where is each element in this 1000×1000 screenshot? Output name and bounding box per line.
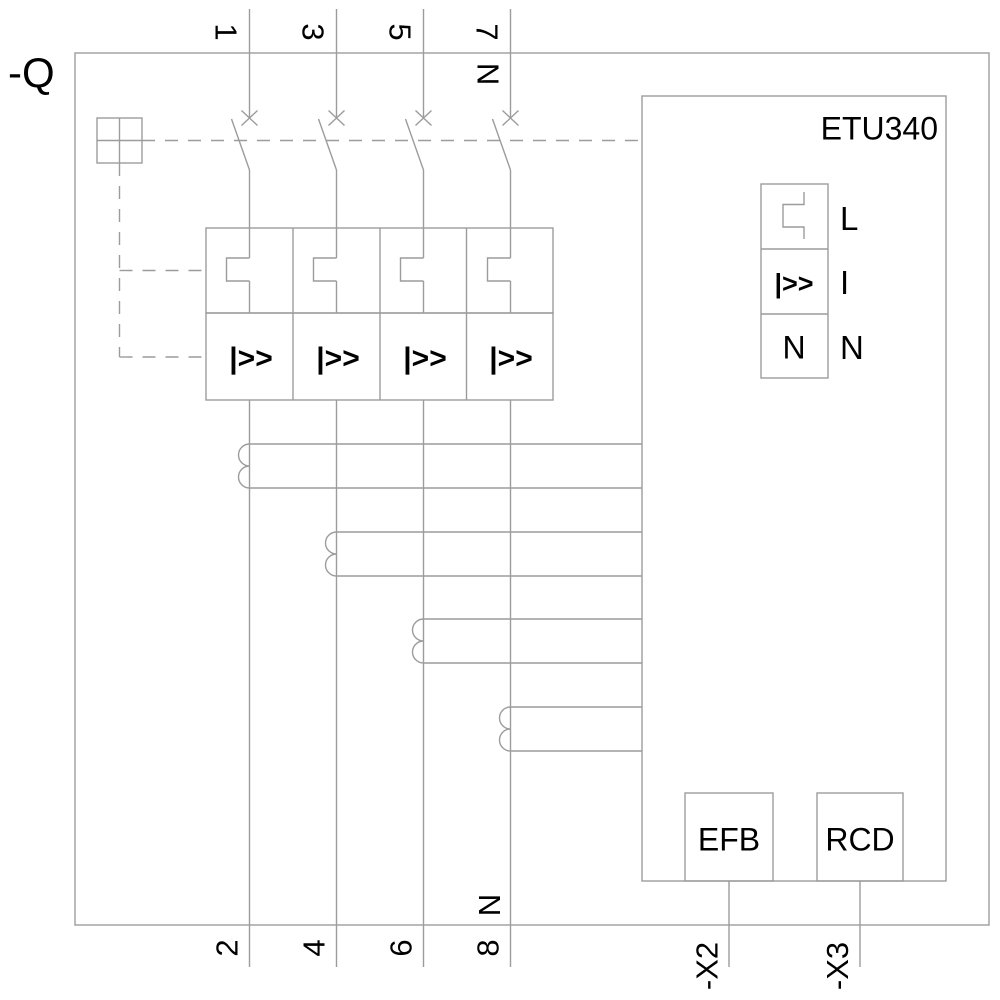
instantaneous-trip-symbol: |>>	[403, 341, 447, 375]
etu-name: ETU340	[820, 110, 938, 147]
terminal-label-5: 5	[382, 23, 418, 41]
rcd-label: RCD	[825, 821, 895, 858]
etu-label-instantaneous: I	[840, 263, 850, 301]
contact-blade	[493, 119, 511, 170]
rcd-module	[817, 793, 903, 881]
aux-terminal-x2: -X2	[689, 941, 725, 991]
mechanism-box-icon	[97, 118, 142, 163]
long-time-trip-icon	[488, 258, 511, 281]
trip-block-grid	[206, 228, 553, 400]
contact-blade	[319, 119, 337, 170]
top-terminal-labels	[208, 23, 505, 85]
terminal-label-1: 1	[208, 23, 244, 41]
breaker-outline	[75, 53, 989, 925]
terminal-label-n-top: N	[470, 62, 506, 86]
long-time-trip-icon	[783, 192, 804, 239]
current-transformer-icon	[500, 707, 511, 751]
instantaneous-trip-symbol: |>>	[489, 341, 533, 375]
contact-blade	[232, 119, 250, 170]
etu-function-stack	[761, 184, 864, 378]
trip-linkage-dashed-lines	[120, 141, 643, 358]
terminal-label-n-bottom: N	[472, 893, 508, 917]
current-transformer-icon	[239, 444, 250, 488]
long-time-trip-icon	[314, 258, 337, 281]
etu-outline	[642, 96, 946, 881]
efb-module	[685, 793, 773, 881]
etu-label-long-time: L	[840, 199, 859, 237]
aux-terminal-x3: -X3	[820, 941, 856, 991]
etu-module	[642, 96, 946, 881]
current-transformer-icon	[413, 619, 424, 663]
terminal-label-8: 8	[470, 939, 506, 957]
device-designation: -Q	[8, 49, 55, 96]
long-time-trip-icon	[227, 258, 250, 281]
long-time-trip-icon	[401, 258, 424, 281]
terminal-label-2: 2	[209, 939, 245, 957]
terminal-label-4: 4	[296, 939, 332, 957]
etu-instantaneous-symbol: |>>	[774, 268, 814, 299]
instantaneous-trip-symbol: |>>	[316, 341, 360, 375]
aux-terminal-leads	[690, 881, 860, 990]
etu-label-neutral: N	[840, 328, 864, 366]
contact-blade	[406, 119, 424, 170]
terminal-label-6: 6	[383, 939, 419, 957]
current-transformer-icon	[326, 532, 337, 576]
pole-1	[227, 9, 643, 967]
etu-neutral-symbol: N	[782, 329, 806, 366]
instantaneous-trip-symbol: |>>	[229, 341, 273, 375]
terminal-label-7: 7	[469, 23, 505, 41]
terminal-label-3: 3	[295, 23, 331, 41]
efb-label: EFB	[697, 821, 761, 858]
